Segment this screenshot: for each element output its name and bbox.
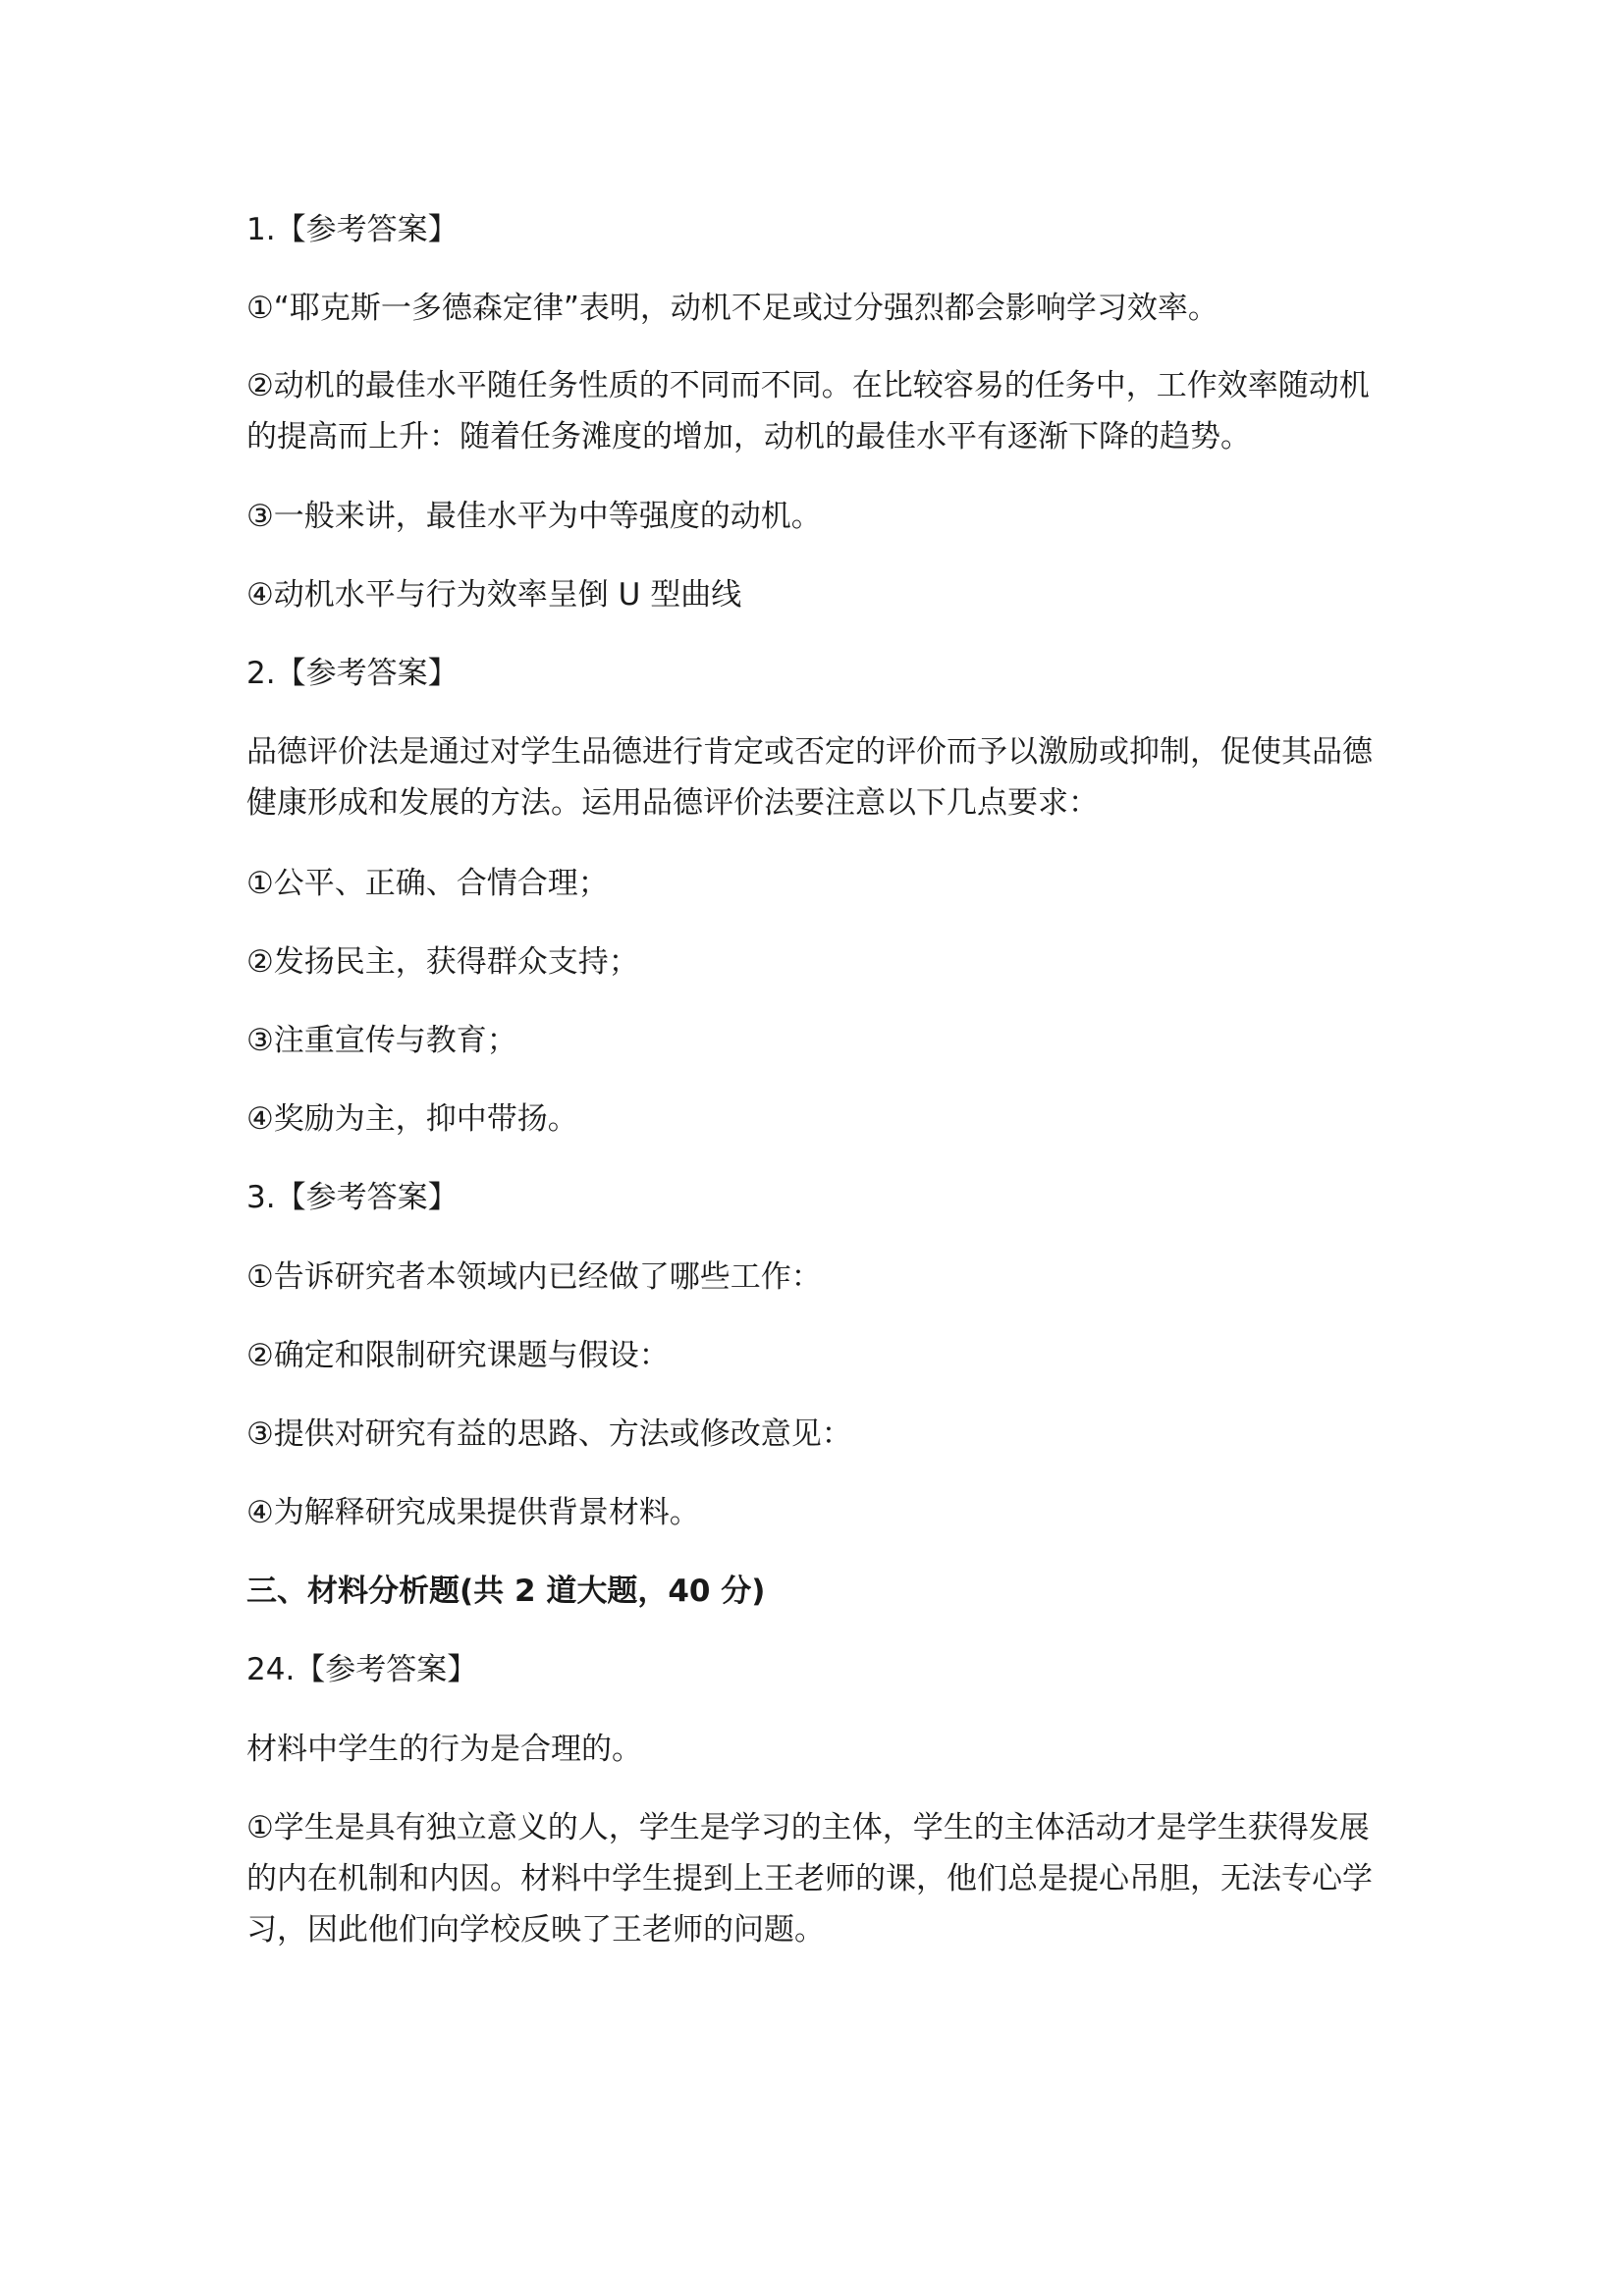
answer-3-point-4: ④为解释研究成果提供背景材料。 [246,1495,700,1530]
answer-3-point-1: ①告诉研究者本领域内已经做了哪些工作： [246,1259,822,1295]
answer-1-point-4: ④动机水平与行为效率呈倒 U 型曲线 [246,577,742,613]
answer-2-point-2: ②发扬民主，获得群众支持； [246,944,639,980]
answer-1-point-3: ③一般来讲，最佳水平为中等强度的动机。 [246,499,822,534]
answer-2-point-4: ④奖励为主，抑中带扬。 [246,1101,578,1137]
answer-heading-3: 3.【参考答案】 [246,1180,459,1215]
answer-1-point-2: ②动机的最佳水平随任务性质的不同而不同。在比较容易的任务中，工作效率随动机的提高而上升：随着任务滩度的增加，动机的最佳水平有逐渐下降的趋势。 [246,368,1370,454]
answer-3-point-3: ③提供对研究有益的思路、方法或修改意见： [246,1416,852,1452]
answer-24-statement: 材料中学生的行为是合理的。 [246,1732,642,1767]
answer-2-intro: 品德评价法是通过对学生品德进行肯定或否定的评价而予以激励或抑制，促使其品德健康形成和发展的方法。运用品德评价法要注意以下几点要求： [246,734,1373,821]
answer-1-point-1: ①“耶克斯一多德森定律”表明，动机不足或过分强烈都会影响学习效率。 [246,291,1218,326]
answer-heading-24: 24.【参考答案】 [246,1652,478,1687]
answer-3-point-2: ②确定和限制研究课题与假设： [246,1338,670,1373]
answer-heading-1: 1.【参考答案】 [246,212,459,247]
answer-heading-2: 2.【参考答案】 [246,656,459,691]
section-heading: 三、材料分析题(共 2 道大题，40 分) [246,1574,766,1609]
answer-24-point-1: ①学生是具有独立意义的人，学生是学习的主体，学生的主体活动才是学生获得发展的内在机制和内因。材料中学生提到上王老师的课，他们总是提心吊胆，无法专心学习，因此他们向学校反映了王老师的问题。 [246,1810,1373,1948]
answer-2-point-3: ③注重宣传与教育； [246,1023,517,1058]
answer-2-point-1: ①公平、正确、合情合理； [246,866,609,901]
